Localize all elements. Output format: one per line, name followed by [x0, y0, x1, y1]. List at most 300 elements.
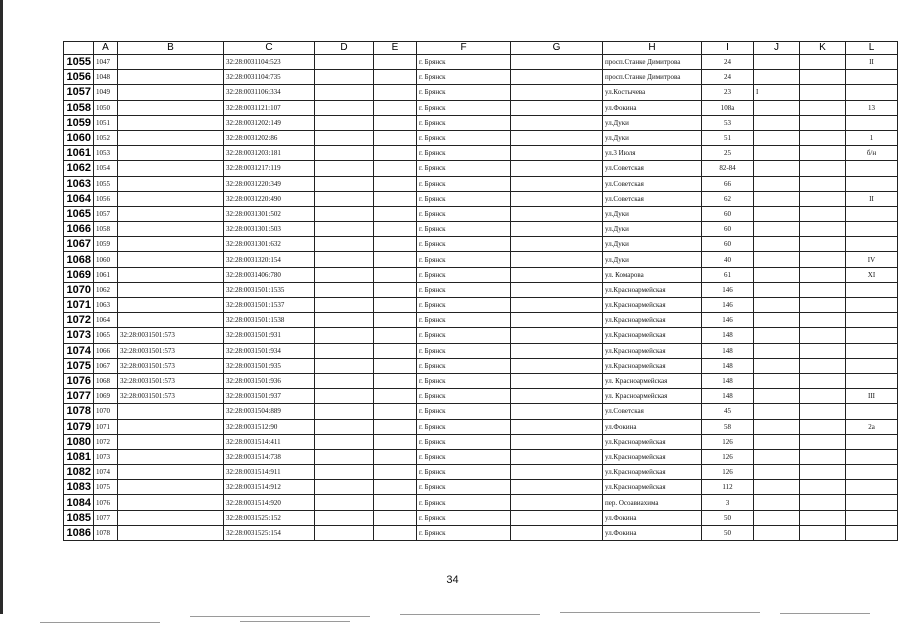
cell-j — [754, 267, 800, 282]
cell-f: г. Брянск — [417, 161, 511, 176]
cell-d — [315, 510, 374, 525]
cell-f: г. Брянск — [417, 100, 511, 115]
cell-h: ул.Советская — [603, 191, 702, 206]
cell-l: IV — [846, 252, 898, 267]
cell-d — [315, 115, 374, 130]
table-row — [64, 252, 898, 267]
cell-b — [118, 252, 224, 267]
cell-j — [754, 449, 800, 464]
cell-b — [118, 404, 224, 419]
cell-h: ул. Красноармейская — [603, 389, 702, 404]
cell-e — [374, 404, 417, 419]
table-row — [64, 130, 898, 145]
table-row — [64, 404, 898, 419]
cell-d — [315, 70, 374, 85]
cell-e — [374, 206, 417, 221]
cell-h: ул.Красноармейская — [603, 358, 702, 373]
cell-i: 51 — [702, 130, 754, 145]
table-row — [64, 100, 898, 115]
cell-j — [754, 70, 800, 85]
cell-b — [118, 176, 224, 191]
cell-b — [118, 222, 224, 237]
cell-d — [315, 434, 374, 449]
cell-a: 1064 — [94, 313, 118, 328]
cell-h: ул.Красноармейская — [603, 434, 702, 449]
cell-k — [800, 510, 846, 525]
cell-e — [374, 373, 417, 388]
table-row — [64, 237, 898, 252]
cell-a: 1057 — [94, 206, 118, 221]
cell-c: 32:28:0031220:490 — [224, 191, 315, 206]
cell-l — [846, 313, 898, 328]
cell-k — [800, 358, 846, 373]
cell-b — [118, 55, 224, 70]
cell-d — [315, 222, 374, 237]
cell-h: просп.Станке Димитрова — [603, 55, 702, 70]
cell-b — [118, 146, 224, 161]
cell-e — [374, 100, 417, 115]
cell-h: ул.Дуки — [603, 252, 702, 267]
cell-a: 1077 — [94, 510, 118, 525]
cell-g — [511, 146, 603, 161]
table-row — [64, 161, 898, 176]
cell-d — [315, 252, 374, 267]
cell-e — [374, 358, 417, 373]
cell-c: 32:28:0031320:154 — [224, 252, 315, 267]
cell-h: просп.Станке Димитрова — [603, 70, 702, 85]
cell-b — [118, 495, 224, 510]
cell-d — [315, 373, 374, 388]
cell-i: 148 — [702, 328, 754, 343]
cell-i: 53 — [702, 115, 754, 130]
cell-b — [118, 191, 224, 206]
cell-b — [118, 237, 224, 252]
cell-f: г. Брянск — [417, 373, 511, 388]
cell-l — [846, 161, 898, 176]
cell-d — [315, 191, 374, 206]
cell-a: 1063 — [94, 298, 118, 313]
column-header: C — [224, 42, 315, 55]
corner-cell — [64, 42, 94, 55]
cell-g — [511, 480, 603, 495]
cell-c: 32:28:0031514:920 — [224, 495, 315, 510]
cell-k — [800, 146, 846, 161]
cell-e — [374, 343, 417, 358]
cell-k — [800, 465, 846, 480]
cell-f: г. Брянск — [417, 252, 511, 267]
cell-j — [754, 191, 800, 206]
cell-b — [118, 282, 224, 297]
table-row — [64, 434, 898, 449]
cell-f: г. Брянск — [417, 206, 511, 221]
cell-d — [315, 161, 374, 176]
row-number: 1070 — [64, 282, 94, 297]
cell-g — [511, 404, 603, 419]
cell-l — [846, 465, 898, 480]
cell-l: 1 — [846, 130, 898, 145]
cell-l — [846, 480, 898, 495]
cell-d — [315, 389, 374, 404]
cell-d — [315, 495, 374, 510]
page-number: 34 — [446, 574, 459, 586]
cell-h: ул.Советская — [603, 176, 702, 191]
cell-i: 146 — [702, 282, 754, 297]
cell-i: 126 — [702, 449, 754, 464]
cell-j — [754, 146, 800, 161]
cell-e — [374, 495, 417, 510]
cell-b — [118, 449, 224, 464]
cell-g — [511, 100, 603, 115]
cell-c: 32:28:0031525:154 — [224, 525, 315, 540]
cell-l — [846, 176, 898, 191]
cell-c: 32:28:0031202:149 — [224, 115, 315, 130]
cell-i: 24 — [702, 70, 754, 85]
cell-l — [846, 510, 898, 525]
cell-e — [374, 222, 417, 237]
column-header: B — [118, 42, 224, 55]
cell-d — [315, 404, 374, 419]
cell-h: ул.Красноармейская — [603, 343, 702, 358]
cell-a: 1072 — [94, 434, 118, 449]
cell-e — [374, 85, 417, 100]
cell-e — [374, 176, 417, 191]
cell-k — [800, 100, 846, 115]
cell-j — [754, 480, 800, 495]
column-header: J — [754, 42, 800, 55]
cell-f: г. Брянск — [417, 465, 511, 480]
cell-l — [846, 328, 898, 343]
cell-e — [374, 252, 417, 267]
cell-j — [754, 404, 800, 419]
row-number: 1063 — [64, 176, 94, 191]
cell-j — [754, 510, 800, 525]
cell-j — [754, 55, 800, 70]
row-number: 1085 — [64, 510, 94, 525]
cell-e — [374, 191, 417, 206]
table-row — [64, 495, 898, 510]
cell-a: 1062 — [94, 282, 118, 297]
cell-a: 1066 — [94, 343, 118, 358]
cell-k — [800, 55, 846, 70]
cell-l: II — [846, 191, 898, 206]
cell-b — [118, 419, 224, 434]
cell-b — [118, 161, 224, 176]
cell-f: г. Брянск — [417, 222, 511, 237]
cell-c: 32:28:0031504:889 — [224, 404, 315, 419]
cell-k — [800, 70, 846, 85]
cell-e — [374, 237, 417, 252]
cell-k — [800, 434, 846, 449]
cell-g — [511, 495, 603, 510]
table-body — [64, 55, 898, 541]
cell-g — [511, 434, 603, 449]
cell-a: 1069 — [94, 389, 118, 404]
cell-i: 126 — [702, 434, 754, 449]
cell-g — [511, 130, 603, 145]
cell-a: 1075 — [94, 480, 118, 495]
cell-h: ул. Красноармейская — [603, 373, 702, 388]
cell-g — [511, 70, 603, 85]
cell-k — [800, 237, 846, 252]
row-number: 1082 — [64, 465, 94, 480]
cell-i: 40 — [702, 252, 754, 267]
cell-l: XI — [846, 267, 898, 282]
cell-l: II — [846, 55, 898, 70]
row-number: 1062 — [64, 161, 94, 176]
cell-e — [374, 465, 417, 480]
cell-a: 1061 — [94, 267, 118, 282]
cell-h: ул.Советская — [603, 404, 702, 419]
cell-c: 32:28:0031217:119 — [224, 161, 315, 176]
cell-f: г. Брянск — [417, 55, 511, 70]
cell-h: ул.Советская — [603, 161, 702, 176]
column-header-row — [64, 42, 898, 55]
cell-a: 1053 — [94, 146, 118, 161]
cell-g — [511, 206, 603, 221]
cell-e — [374, 419, 417, 434]
cell-b: 32:28:0031501:573 — [118, 328, 224, 343]
table-row — [64, 85, 898, 100]
row-number: 1059 — [64, 115, 94, 130]
cell-j — [754, 313, 800, 328]
cell-l — [846, 525, 898, 540]
cell-f: г. Брянск — [417, 480, 511, 495]
cell-d — [315, 358, 374, 373]
cell-b: 32:28:0031501:573 — [118, 358, 224, 373]
cell-c: 32:28:0031220:349 — [224, 176, 315, 191]
cell-b — [118, 465, 224, 480]
table-row — [64, 343, 898, 358]
cell-b: 32:28:0031501:573 — [118, 343, 224, 358]
cell-k — [800, 191, 846, 206]
column-header: L — [846, 42, 898, 55]
cell-f: г. Брянск — [417, 434, 511, 449]
cell-k — [800, 222, 846, 237]
column-header: I — [702, 42, 754, 55]
column-header: G — [511, 42, 603, 55]
cell-l — [846, 85, 898, 100]
cell-b — [118, 85, 224, 100]
cell-g — [511, 85, 603, 100]
cell-i: 50 — [702, 510, 754, 525]
cell-i: 58 — [702, 419, 754, 434]
cell-i: 148 — [702, 373, 754, 388]
table-row — [64, 389, 898, 404]
cell-j — [754, 358, 800, 373]
cell-g — [511, 358, 603, 373]
cell-j — [754, 434, 800, 449]
cell-f: г. Брянск — [417, 298, 511, 313]
cell-f: г. Брянск — [417, 146, 511, 161]
cell-b — [118, 525, 224, 540]
cell-b — [118, 70, 224, 85]
cell-a: 1065 — [94, 328, 118, 343]
cell-k — [800, 449, 846, 464]
table-row — [64, 222, 898, 237]
row-number: 1086 — [64, 525, 94, 540]
cell-i: 148 — [702, 358, 754, 373]
cell-d — [315, 282, 374, 297]
cell-e — [374, 434, 417, 449]
cell-a: 1074 — [94, 465, 118, 480]
cell-f: г. Брянск — [417, 130, 511, 145]
cell-g — [511, 298, 603, 313]
table-row — [64, 191, 898, 206]
cell-f: г. Брянск — [417, 267, 511, 282]
cell-e — [374, 525, 417, 540]
cell-i: 62 — [702, 191, 754, 206]
cell-i: 112 — [702, 480, 754, 495]
row-number: 1080 — [64, 434, 94, 449]
table-row — [64, 176, 898, 191]
cell-l — [846, 449, 898, 464]
cell-a: 1048 — [94, 70, 118, 85]
row-number: 1066 — [64, 222, 94, 237]
cell-b: 32:28:0031501:573 — [118, 389, 224, 404]
cell-j — [754, 282, 800, 297]
cell-f: г. Брянск — [417, 70, 511, 85]
cell-b — [118, 100, 224, 115]
row-number: 1055 — [64, 55, 94, 70]
cell-l — [846, 373, 898, 388]
cell-k — [800, 373, 846, 388]
cell-c: 32:28:0031514:911 — [224, 465, 315, 480]
cell-l — [846, 237, 898, 252]
cell-i: 148 — [702, 389, 754, 404]
cell-f: г. Брянск — [417, 510, 511, 525]
cell-e — [374, 55, 417, 70]
cell-a: 1073 — [94, 449, 118, 464]
cell-b — [118, 313, 224, 328]
cell-d — [315, 146, 374, 161]
cell-g — [511, 313, 603, 328]
table-row — [64, 419, 898, 434]
cell-b: 32:28:0031501:573 — [118, 373, 224, 388]
cell-c: 32:28:0031514:411 — [224, 434, 315, 449]
cell-a: 1050 — [94, 100, 118, 115]
cell-i: 146 — [702, 313, 754, 328]
cell-d — [315, 298, 374, 313]
table-row — [64, 55, 898, 70]
cell-j — [754, 176, 800, 191]
row-number: 1084 — [64, 495, 94, 510]
cell-h: ул.3 Июля — [603, 146, 702, 161]
cell-e — [374, 130, 417, 145]
cell-j — [754, 161, 800, 176]
column-header: K — [800, 42, 846, 55]
cell-g — [511, 115, 603, 130]
cell-i: 24 — [702, 55, 754, 70]
row-number: 1069 — [64, 267, 94, 282]
cell-l — [846, 298, 898, 313]
cell-h: ул.Костычева — [603, 85, 702, 100]
cell-h: ул.Красноармейская — [603, 328, 702, 343]
cell-h: ул. Комарова — [603, 267, 702, 282]
cell-k — [800, 328, 846, 343]
cell-b — [118, 298, 224, 313]
cell-c: 32:28:0031501:937 — [224, 389, 315, 404]
cell-e — [374, 449, 417, 464]
table-row — [64, 313, 898, 328]
cell-h: ул.Красноармейская — [603, 449, 702, 464]
cell-c: 32:28:0031501:936 — [224, 373, 315, 388]
cell-k — [800, 130, 846, 145]
cell-a: 1067 — [94, 358, 118, 373]
cell-h: ул.Красноармейская — [603, 313, 702, 328]
cell-i: 50 — [702, 525, 754, 540]
cell-i: 148 — [702, 343, 754, 358]
cell-h: ул.Дуки — [603, 115, 702, 130]
cell-b — [118, 434, 224, 449]
cell-b — [118, 206, 224, 221]
cell-a: 1058 — [94, 222, 118, 237]
cell-c: 32:28:0031202:86 — [224, 130, 315, 145]
cell-i: 60 — [702, 222, 754, 237]
row-number: 1074 — [64, 343, 94, 358]
cell-j — [754, 115, 800, 130]
cell-a: 1071 — [94, 419, 118, 434]
cell-h: ул.Дуки — [603, 237, 702, 252]
row-number: 1057 — [64, 85, 94, 100]
cell-c: 32:28:0031501:1538 — [224, 313, 315, 328]
cell-e — [374, 115, 417, 130]
cell-h: пер. Осоавиахима — [603, 495, 702, 510]
cell-a: 1051 — [94, 115, 118, 130]
cell-d — [315, 419, 374, 434]
row-number: 1073 — [64, 328, 94, 343]
cell-i: 60 — [702, 206, 754, 221]
table-row — [64, 358, 898, 373]
cell-a: 1052 — [94, 130, 118, 145]
cell-k — [800, 495, 846, 510]
row-number: 1078 — [64, 404, 94, 419]
scan-edge-mark — [0, 0, 3, 614]
cell-l — [846, 282, 898, 297]
cell-e — [374, 510, 417, 525]
cell-g — [511, 343, 603, 358]
cell-l — [846, 343, 898, 358]
cell-f: г. Брянск — [417, 191, 511, 206]
cell-h: ул.Красноармейская — [603, 298, 702, 313]
row-number: 1056 — [64, 70, 94, 85]
cell-f: г. Брянск — [417, 525, 511, 540]
cell-c: 32:28:0031512:90 — [224, 419, 315, 434]
cell-g — [511, 55, 603, 70]
cell-a: 1055 — [94, 176, 118, 191]
cell-f: г. Брянск — [417, 358, 511, 373]
cell-j: I — [754, 85, 800, 100]
row-number: 1071 — [64, 298, 94, 313]
cell-a: 1078 — [94, 525, 118, 540]
cell-i: 25 — [702, 146, 754, 161]
cell-f: г. Брянск — [417, 282, 511, 297]
cell-f: г. Брянск — [417, 85, 511, 100]
cell-k — [800, 389, 846, 404]
cell-h: ул.Красноармейская — [603, 282, 702, 297]
cell-c: 32:28:0031514:912 — [224, 480, 315, 495]
cell-k — [800, 176, 846, 191]
cell-a: 1060 — [94, 252, 118, 267]
cell-d — [315, 130, 374, 145]
cell-a: 1076 — [94, 495, 118, 510]
cell-f: г. Брянск — [417, 328, 511, 343]
cell-k — [800, 252, 846, 267]
cell-k — [800, 419, 846, 434]
cell-k — [800, 525, 846, 540]
cell-c: 32:28:0031106:334 — [224, 85, 315, 100]
cell-g — [511, 389, 603, 404]
cell-c: 32:28:0031121:107 — [224, 100, 315, 115]
